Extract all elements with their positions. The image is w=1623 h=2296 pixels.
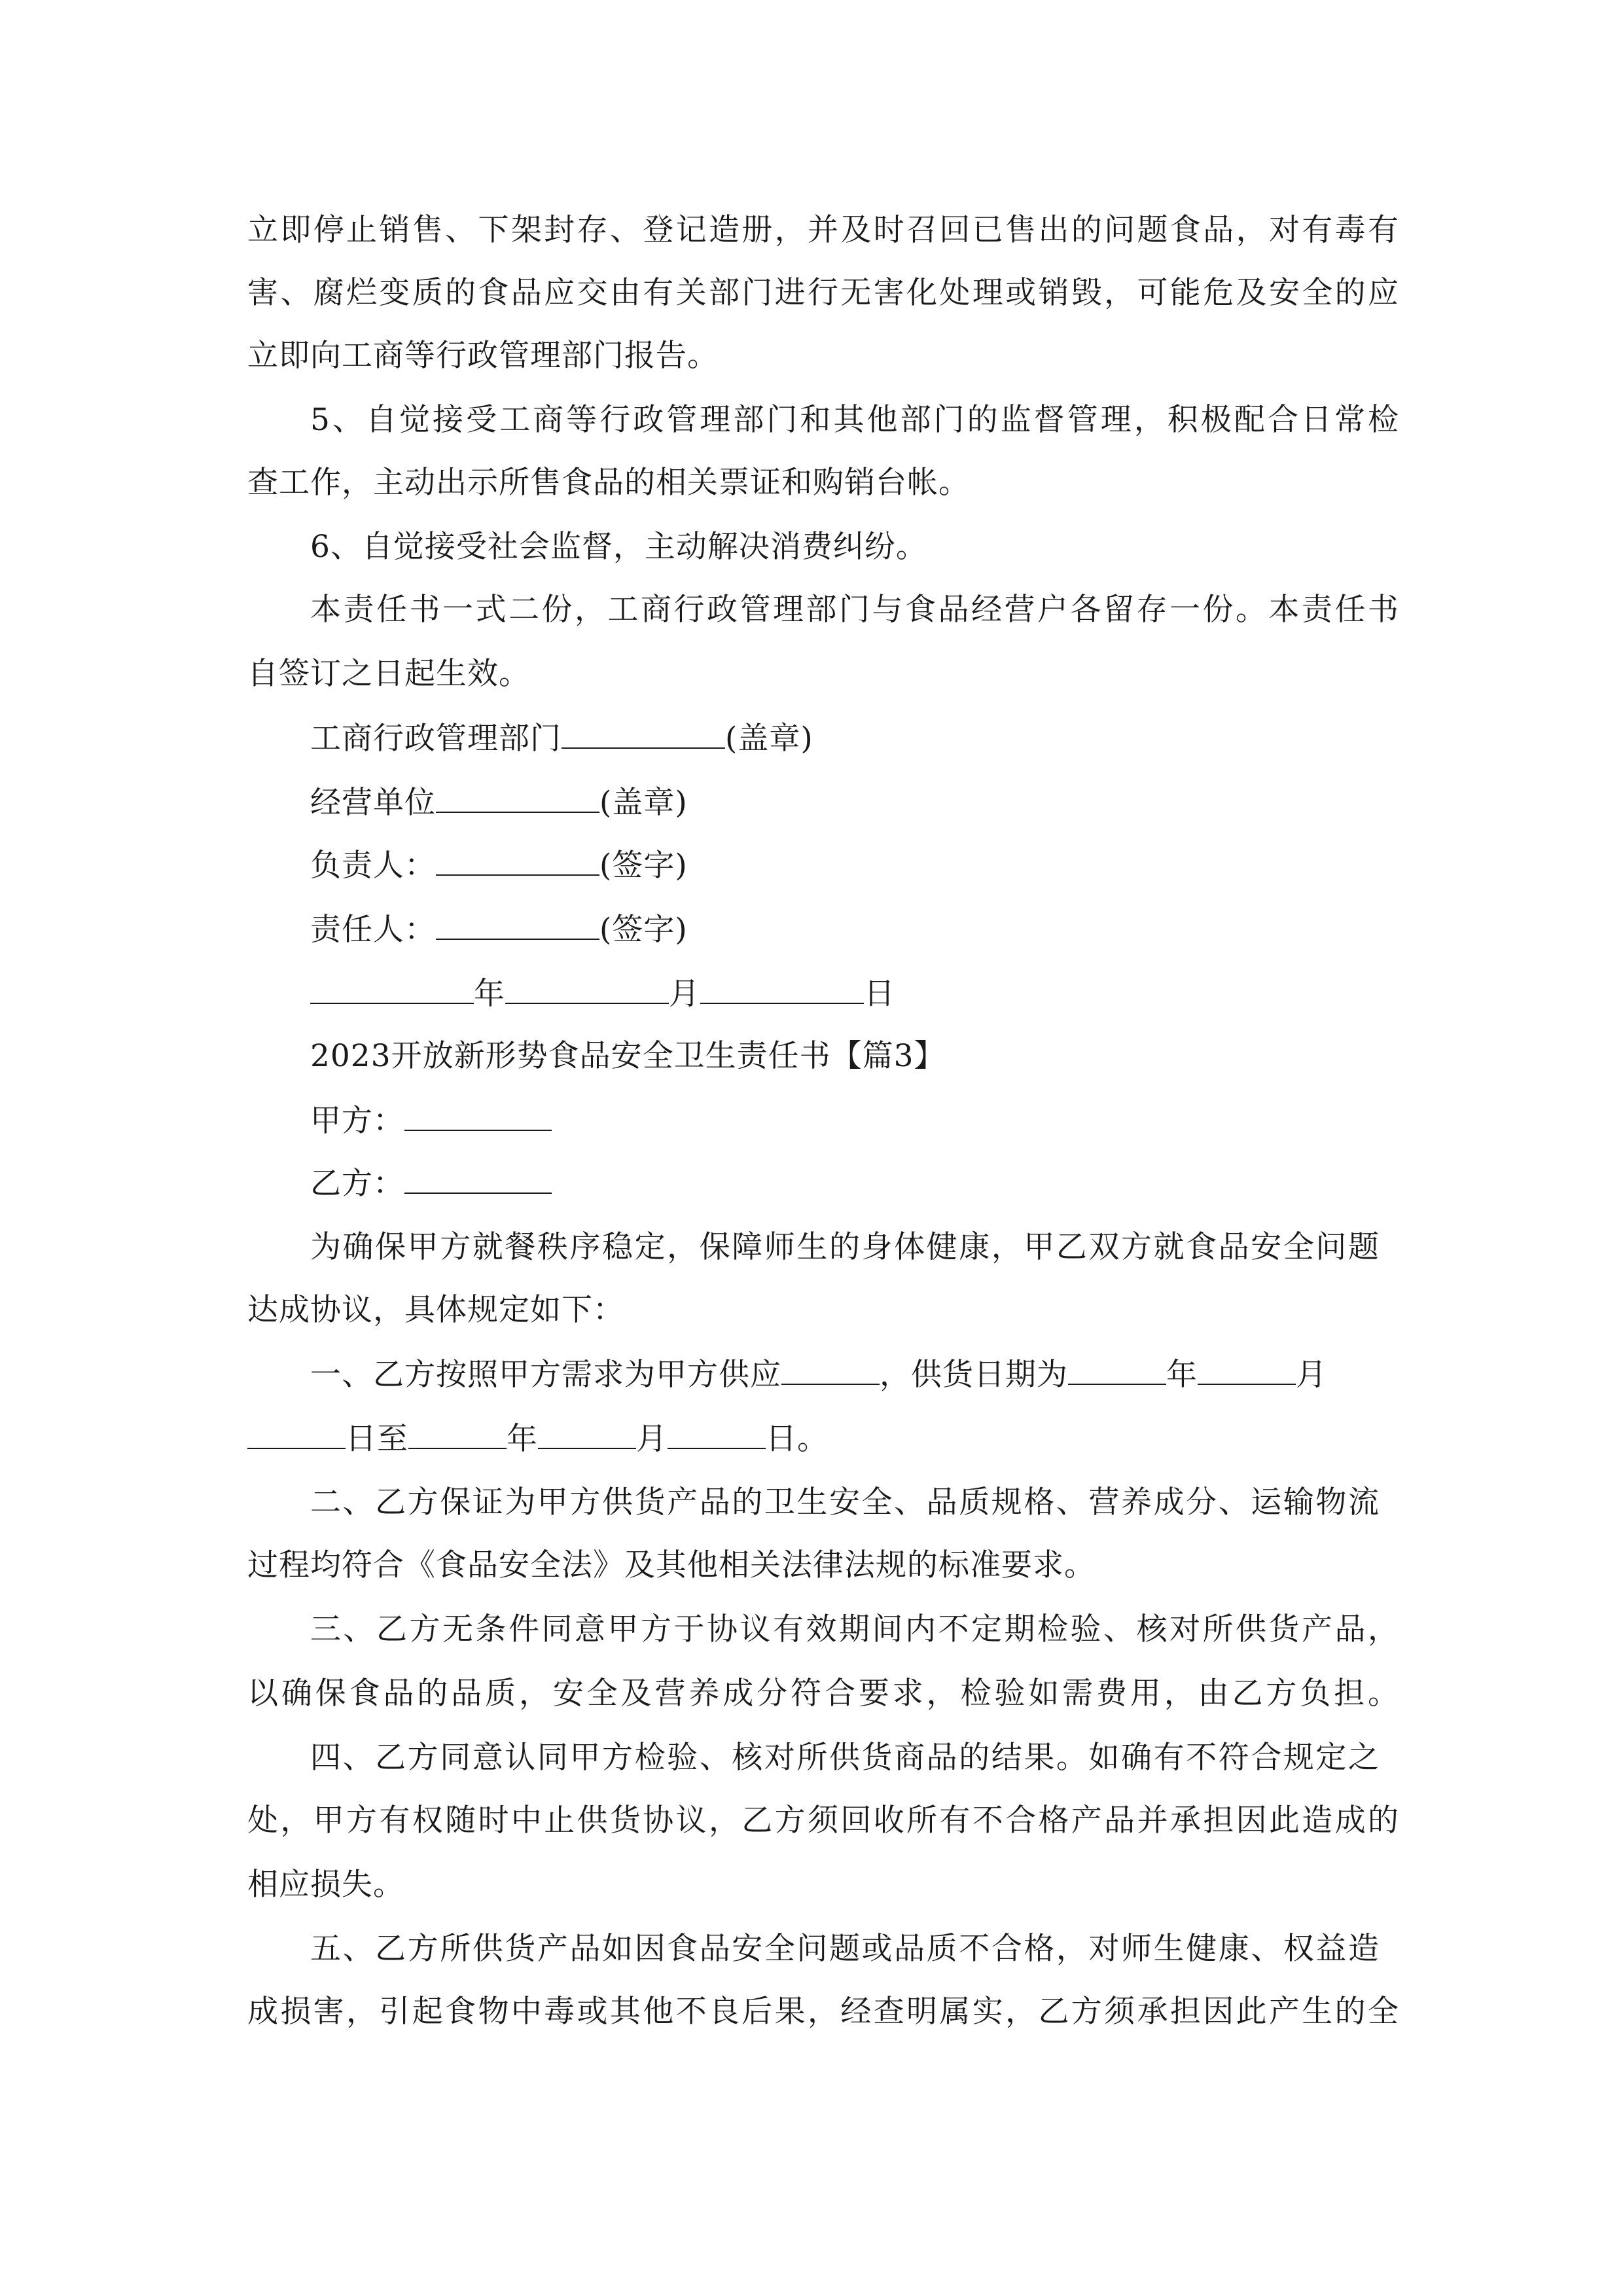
- section-title: 2023开放新形势食品安全卫生责任书【篇3】: [310, 1038, 946, 1074]
- principal-label: 负责人：: [310, 848, 436, 884]
- month-label: 月: [1296, 1357, 1327, 1393]
- signature-line-principal: [310, 846, 1462, 885]
- dept-label: 工商行政管理部门: [310, 721, 562, 757]
- clause-1-text-a: 一、乙方按照甲方需求为甲方供应: [310, 1357, 781, 1393]
- signature-line-unit: [310, 783, 1462, 822]
- sign-note: (签字): [599, 912, 688, 948]
- paragraph-line: 五、乙方所供货产品如因食品安全问题或品质不合格，对师生健康、权益造: [310, 1931, 1380, 1967]
- sign-note: (签字): [599, 848, 688, 884]
- paragraph-line: 达成协议，具体规定如下：: [247, 1292, 624, 1328]
- paragraph-line: 立即向工商等行政管理部门报告。: [247, 338, 719, 374]
- seal-note: (盖章): [599, 785, 688, 821]
- signature-line-responsible: [310, 910, 1462, 949]
- paragraph-line: 成损害，引起食物中毒或其他不良后果，经查明属实，乙方须承担因此产生的全: [247, 1994, 1399, 2030]
- paragraph-line: 相应损失。: [247, 1867, 404, 1903]
- day-to-label: 日至: [346, 1421, 408, 1457]
- blank-field: [781, 1355, 880, 1385]
- blank-field: [505, 974, 669, 1004]
- blank-field: [436, 846, 599, 876]
- paragraph-line: 6、自觉接受社会监督，主动解决消费纠纷。: [310, 529, 927, 565]
- paragraph-line: 为确保甲方就餐秩序稳定，保障师生的身体健康，甲乙双方就食品安全问题: [310, 1229, 1380, 1265]
- paragraph-line: 四、乙方同意认同甲方检验、核对所供货商品的结果。如确有不符合规定之: [310, 1740, 1380, 1776]
- paragraph-line: 过程均符合《食品安全法》及其他相关法律法规的标准要求。: [247, 1547, 1096, 1583]
- blank-field: [562, 719, 725, 749]
- seal-note: (盖章): [725, 721, 813, 757]
- day-end-label: 日。: [766, 1421, 829, 1457]
- paragraph-line: 自签订之日起生效。: [247, 656, 530, 692]
- paragraph-line: 以确保食品的品质，安全及营养成分符合要求，检验如需费用，由乙方负担。: [247, 1676, 1399, 1712]
- day-label: 日: [864, 976, 895, 1012]
- signature-line-dept: [310, 719, 1462, 758]
- year-label: 年: [507, 1421, 538, 1457]
- paragraph-line: 5、自觉接受工商等行政管理部门和其他部门的监督管理，积极配合日常检: [310, 402, 1399, 438]
- paragraph-line: 三、乙方无条件同意甲方于协议有效期间内不定期检验、核对所供货产品，: [310, 1611, 1399, 1647]
- blank-field: [700, 974, 864, 1004]
- paragraph-line: 处，甲方有权随时中止供货协议，乙方须回收所有不合格产品并承担因此造成的: [247, 1803, 1399, 1839]
- date-line: [310, 974, 1462, 1013]
- party-b-label: 乙方：: [310, 1166, 404, 1202]
- paragraph-line: 查工作，主动出示所售食品的相关票证和购销台帐。: [247, 465, 970, 501]
- paragraph-line: 本责任书一式二份，工商行政管理部门与食品经营户各留存一份。本责任书: [310, 592, 1399, 628]
- clause-1-text-b: ，供货日期为: [880, 1357, 1068, 1393]
- year-label: 年: [474, 976, 505, 1012]
- party-a-label: 甲方：: [310, 1103, 404, 1139]
- blank-field: [1068, 1355, 1166, 1385]
- blank-field: [436, 783, 599, 813]
- clause-1-line-1: [310, 1355, 1397, 1394]
- month-label: 月: [636, 1421, 668, 1457]
- blank-field: [538, 1419, 636, 1449]
- party-b-line: [310, 1164, 1462, 1203]
- paragraph-line: 二、乙方保证为甲方供货产品的卫生安全、品质规格、营养成分、运输物流: [310, 1484, 1380, 1520]
- blank-field: [310, 974, 474, 1004]
- blank-field: [247, 1419, 346, 1449]
- party-a-line: [310, 1101, 1462, 1140]
- blank-field: [668, 1419, 766, 1449]
- blank-field: [1198, 1355, 1296, 1385]
- blank-field: [404, 1101, 552, 1131]
- blank-field: [404, 1164, 552, 1194]
- blank-field: [436, 910, 599, 940]
- blank-field: [408, 1419, 507, 1449]
- year-label: 年: [1166, 1357, 1198, 1393]
- paragraph-line: 害、腐烂变质的食品应交由有关部门进行无害化处理或销毁，可能危及安全的应: [247, 275, 1399, 311]
- responsible-label: 责任人：: [310, 912, 436, 948]
- paragraph-line: 立即停止销售、下架封存、登记造册，并及时召回已售出的问题食品，对有毒有: [247, 212, 1399, 248]
- month-label: 月: [669, 976, 700, 1012]
- clause-1-line-2: [247, 1419, 1399, 1458]
- unit-label: 经营单位: [310, 785, 436, 821]
